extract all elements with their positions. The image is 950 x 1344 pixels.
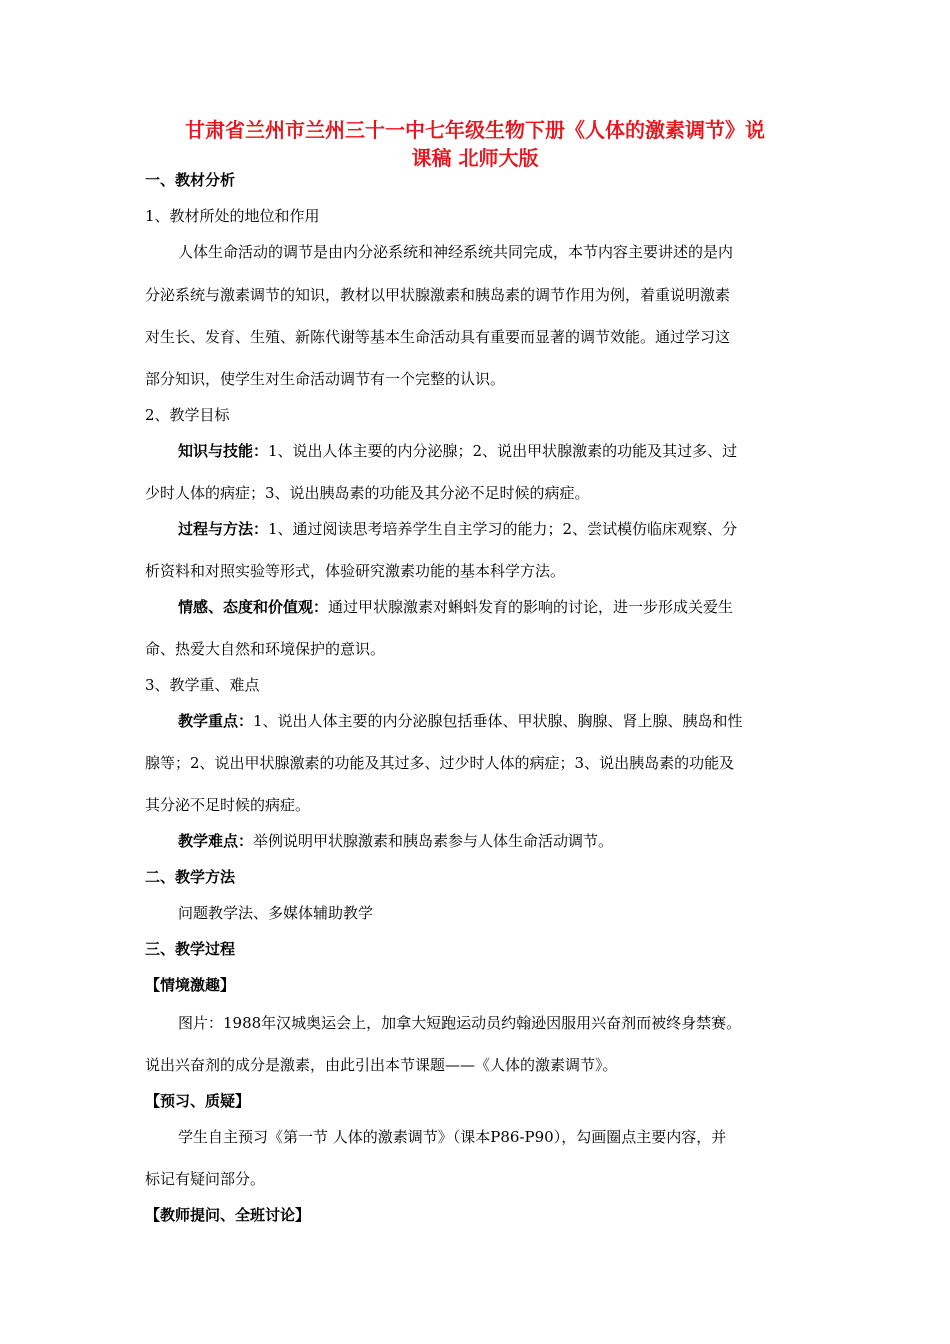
subheading-teaching-goals: 2、教学目标 bbox=[145, 406, 230, 424]
part-heading-scenario: 【情境激趣】 bbox=[145, 976, 236, 994]
goal-emotion-values bbox=[178, 597, 733, 617]
goal-text: 1、说出人体主要的内分泌腺；2、说出甲状腺激素的功能及其过多、过 bbox=[268, 442, 738, 460]
key-point-label: 教学重点： bbox=[178, 712, 254, 730]
paragraph-line: 标记有疑问部分。 bbox=[145, 1170, 266, 1188]
paragraph-line: 说出兴奋剂的成分是激素，由此引出本节课题——《人体的激素调节》。 bbox=[145, 1056, 618, 1074]
goal-label: 过程与方法： bbox=[178, 520, 269, 538]
goal-process-method bbox=[178, 519, 737, 539]
teaching-methods-text: 问题教学法、多媒体辅助教学 bbox=[178, 904, 374, 922]
part-heading-preview: 【预习、质疑】 bbox=[145, 1092, 251, 1110]
part-heading-discussion: 【教师提问、全班讨论】 bbox=[145, 1206, 311, 1224]
paragraph-line: 学生自主预习《第一节 人体的激素调节》（课本P86-P90），勾画圈点主要内容，并 bbox=[178, 1128, 727, 1146]
section-heading-teaching-process: 三、教学过程 bbox=[145, 940, 236, 958]
section-heading-teaching-methods: 二、教学方法 bbox=[145, 868, 236, 886]
document-title-line-1: 甘肃省兰州市兰州三十一中七年级生物下册《人体的激素调节》说 bbox=[185, 118, 765, 142]
paragraph-line: 分泌系统与激素调节的知识，教材以甲状腺激素和胰岛素的调节作用为例，着重说明激素 bbox=[145, 286, 731, 304]
subheading-status-and-role: 1、教材所处的地位和作用 bbox=[145, 207, 320, 225]
goal-knowledge-skills bbox=[178, 441, 737, 461]
paragraph-line: 少时人体的病症；3、说出胰岛素的功能及其分泌不足时候的病症。 bbox=[145, 484, 590, 502]
paragraph-line: 腺等；2、说出甲状腺激素的功能及其过多、过少时人体的病症；3、说出胰岛素的功能及 bbox=[145, 754, 735, 772]
goal-text: 通过甲状腺激素对蝌蚪发育的影响的讨论，进一步形成关爱生 bbox=[328, 598, 734, 616]
paragraph-line: 人体生命活动的调节是由内分泌系统和神经系统共同完成，本节内容主要讲述的是内 bbox=[178, 243, 734, 261]
paragraph-line: 部分知识，使学生对生命活动调节有一个完整的认识。 bbox=[145, 370, 506, 388]
difficult-point bbox=[178, 831, 613, 851]
paragraph-line: 图片：1988年汉城奥运会上，加拿大短跑运动员约翰逊因服用兴奋剂而被终身禁赛。 bbox=[178, 1014, 742, 1032]
goal-label: 知识与技能： bbox=[178, 442, 269, 460]
paragraph-line: 析资料和对照实验等形式，体验研究激素功能的基本科学方法。 bbox=[145, 562, 566, 580]
goal-text: 1、通过阅读思考培养学生自主学习的能力；2、尝试模仿临床观察、分 bbox=[268, 520, 738, 538]
key-point bbox=[178, 711, 743, 731]
paragraph-line: 命、热爱大自然和环境保护的意识。 bbox=[145, 640, 386, 658]
subheading-key-and-difficult-points: 3、教学重、难点 bbox=[145, 676, 260, 694]
difficult-point-label: 教学难点： bbox=[178, 832, 254, 850]
difficult-point-text: 举例说明甲状腺激素和胰岛素参与人体生命活动调节。 bbox=[253, 832, 614, 850]
paragraph-line: 对生长、发育、生殖、新陈代谢等基本生命活动具有重要而显著的调节效能。通过学习这 bbox=[145, 328, 731, 346]
document-title-line-2: 课稿 北师大版 bbox=[411, 146, 539, 170]
section-heading-textbook-analysis: 一、教材分析 bbox=[145, 171, 236, 189]
goal-label: 情感、态度和价值观： bbox=[178, 598, 329, 616]
paragraph-line: 其分泌不足时候的病症。 bbox=[145, 796, 311, 814]
key-point-text: 1、说出人体主要的内分泌腺包括垂体、甲状腺、胸腺、肾上腺、胰岛和性 bbox=[253, 712, 743, 730]
